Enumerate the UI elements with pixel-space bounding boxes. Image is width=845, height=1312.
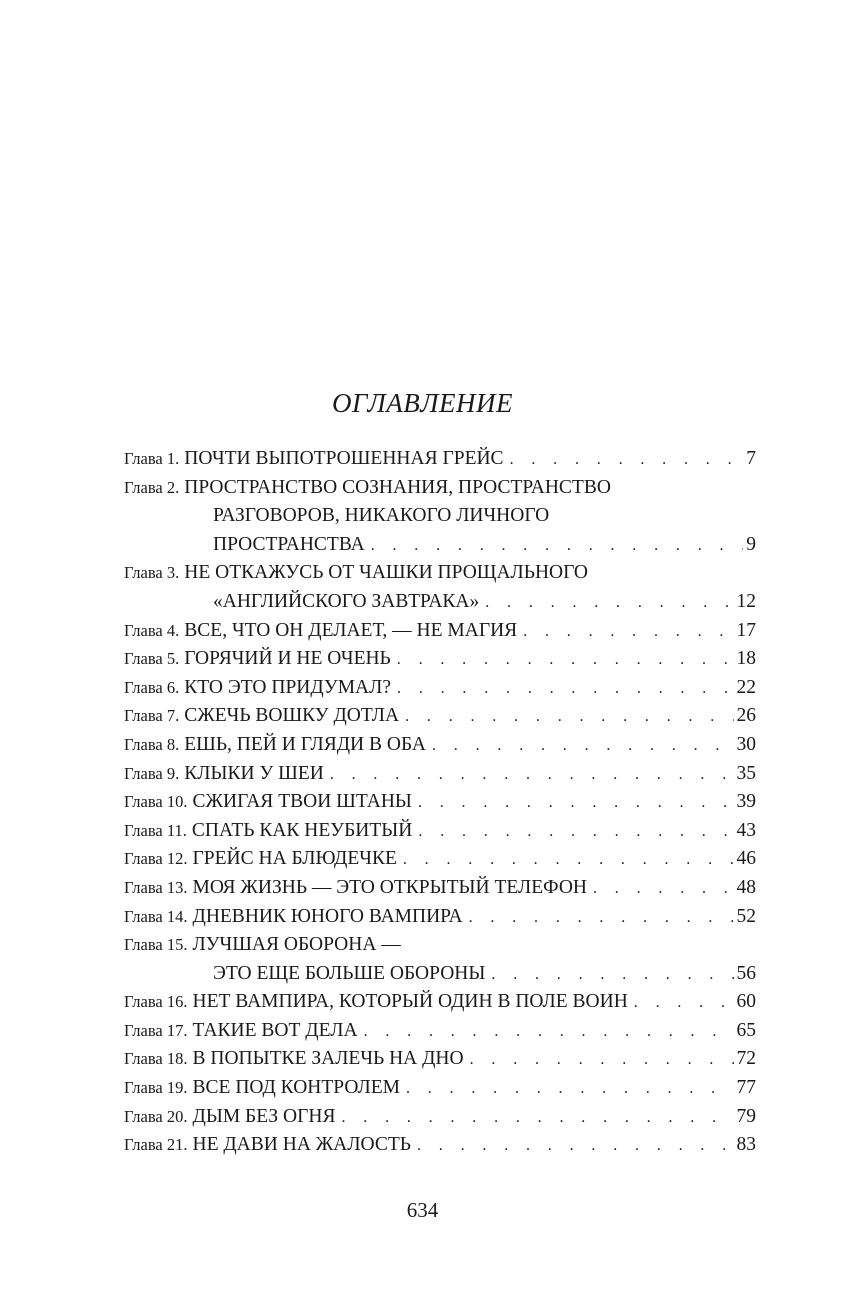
table-of-contents (124, 445, 756, 1160)
dot-leader (469, 904, 734, 933)
chapter-title: ТАКИЕ ВОТ ДЕЛА (192, 1019, 358, 1041)
page-title: ОГЛАВЛЕНИЕ (331, 388, 514, 418)
chapter-page-number: 39 (736, 791, 756, 813)
toc-line (124, 845, 756, 874)
dot-leader (523, 618, 733, 647)
toc-line (124, 874, 756, 903)
chapter-label: Глава 21. (124, 1135, 188, 1155)
chapter-page-number: 48 (736, 876, 756, 898)
toc-entry (124, 817, 756, 846)
dot-leader (397, 646, 734, 675)
chapter-page-number: 52 (736, 905, 756, 927)
toc-line (124, 817, 756, 846)
chapter-label: Глава 20. (124, 1106, 188, 1126)
chapter-page-number: 9 (746, 533, 756, 555)
chapter-label: Глава 12. (124, 849, 188, 869)
chapter-page-number: 60 (736, 991, 756, 1013)
toc-line (124, 1045, 756, 1074)
toc-entry (124, 845, 756, 874)
toc-line (124, 988, 756, 1017)
toc-line (124, 731, 756, 760)
chapter-page-number: 46 (736, 848, 756, 870)
toc-line (124, 474, 756, 503)
chapter-label: Глава 2. (124, 477, 180, 497)
dot-leader (418, 789, 734, 818)
chapter-label: Глава 3. (124, 563, 180, 583)
toc-line (124, 960, 756, 989)
dot-leader (405, 703, 733, 732)
toc-entry (124, 788, 756, 817)
chapter-title: В ПОПЫТКЕ ЗАЛЕЧЬ НА ДНО (192, 1048, 464, 1070)
dot-leader (364, 1018, 734, 1047)
toc-entry (124, 617, 756, 646)
toc-entry (124, 1017, 756, 1046)
toc-line (124, 674, 756, 703)
toc-entry (124, 1074, 756, 1103)
dot-leader (418, 818, 733, 847)
dot-leader (432, 732, 734, 761)
chapter-page-number: 72 (736, 1048, 756, 1070)
chapter-title: СЖЕЧЬ ВОШКУ ДОТЛА (184, 705, 400, 727)
dot-leader (417, 1132, 734, 1161)
toc-entry (124, 1131, 756, 1160)
chapter-page-number: 83 (736, 1134, 756, 1156)
chapter-label: Глава 16. (124, 992, 188, 1012)
chapter-page-number: 12 (736, 590, 756, 612)
toc-entry (124, 559, 756, 616)
page-number: 634 (406, 1198, 439, 1222)
dot-leader (593, 875, 734, 904)
chapter-title: ЕШЬ, ПЕЙ И ГЛЯДИ В ОБА (184, 733, 426, 755)
chapter-label: Глава 4. (124, 620, 180, 640)
chapter-label: Глава 18. (124, 1049, 188, 1069)
dot-leader (634, 989, 734, 1018)
chapter-title: МОЯ ЖИЗНЬ — ЭТО ОТКРЫТЫЙ ТЕЛЕФОН (192, 876, 587, 898)
toc-line (124, 931, 756, 960)
dot-leader (470, 1046, 734, 1075)
toc-line (124, 903, 756, 932)
chapter-page-number: 30 (736, 733, 756, 755)
chapter-page-number: 43 (736, 819, 756, 841)
chapter-page-number: 7 (746, 448, 756, 469)
chapter-page-number: 35 (736, 762, 756, 784)
dot-leader (330, 761, 734, 790)
toc-line (124, 1017, 756, 1046)
toc-entry (124, 1045, 756, 1074)
chapter-title: НЕТ ВАМПИРА, КОТОРЫЙ ОДИН В ПОЛЕ ВОИН (192, 991, 628, 1013)
toc-entry (124, 931, 756, 988)
chapter-label: Глава 5. (124, 649, 180, 669)
chapter-page-number: 79 (736, 1105, 756, 1127)
chapter-page-number: 22 (736, 676, 756, 698)
chapter-title: ГРЕЙС НА БЛЮДЕЧКЕ (192, 848, 397, 870)
chapter-title: РАЗГОВОРОВ, НИКАКОГО ЛИЧНОГО (213, 505, 550, 527)
toc-entry (124, 702, 756, 731)
toc-line (124, 1131, 756, 1160)
chapter-label: Глава 17. (124, 1020, 188, 1040)
toc-entry (124, 445, 756, 474)
chapter-title: ВСЕ, ЧТО ОН ДЕЛАЕТ, — НЕ МАГИЯ (184, 619, 518, 641)
chapter-title: СЖИГАЯ ТВОИ ШТАНЫ (192, 791, 412, 813)
dot-leader (341, 1104, 733, 1133)
chapter-title: ДНЕВНИК ЮНОГО ВАМПИРА (192, 905, 463, 927)
toc-line (124, 760, 756, 789)
chapter-page-number: 56 (736, 962, 756, 984)
chapter-label: Глава 8. (124, 734, 180, 754)
chapter-label: Глава 1. (124, 449, 180, 468)
dot-leader (485, 589, 733, 618)
chapter-label: Глава 19. (124, 1078, 188, 1098)
chapter-title: НЕ ОТКАЖУСЬ ОТ ЧАШКИ ПРОЩАЛЬНОГО (184, 562, 589, 584)
dot-leader (510, 446, 744, 475)
toc-entry (124, 474, 756, 560)
chapter-title: ЭТО ЕЩЕ БОЛЬШЕ ОБОРОНЫ (213, 962, 486, 984)
chapter-label: Глава 6. (124, 677, 180, 697)
chapter-title: ДЫМ БЕЗ ОГНЯ (192, 1105, 336, 1127)
chapter-label: Глава 13. (124, 877, 188, 897)
chapter-label: Глава 15. (124, 935, 188, 955)
chapter-label: Глава 11. (124, 820, 187, 840)
chapter-label: Глава 14. (124, 906, 188, 926)
dot-leader (371, 532, 744, 561)
chapter-title: ЛУЧШАЯ ОБОРОНА — (192, 934, 401, 956)
toc-line (124, 445, 756, 474)
chapter-page-number: 26 (736, 705, 756, 727)
chapter-label: Глава 10. (124, 792, 188, 812)
toc-line (124, 702, 756, 731)
toc-entry (124, 760, 756, 789)
chapter-title: «АНГЛИЙСКОГО ЗАВТРАКА» (213, 590, 480, 612)
toc-line (124, 588, 756, 617)
toc-entry (124, 674, 756, 703)
toc-line (124, 559, 756, 588)
chapter-page-number: 77 (736, 1077, 756, 1099)
toc-line (124, 531, 756, 560)
toc-line (124, 1103, 756, 1132)
toc-line (124, 617, 756, 646)
chapter-title: КЛЫКИ У ШЕИ (184, 762, 324, 784)
toc-entry (124, 988, 756, 1017)
chapter-page-number: 17 (736, 619, 756, 641)
dot-leader (403, 846, 734, 875)
toc-line (124, 788, 756, 817)
dot-leader (491, 961, 733, 990)
chapter-title: ПРОСТРАНСТВО СОЗНАНИЯ, ПРОСТРАНСТВО (184, 476, 611, 498)
chapter-label: Глава 9. (124, 763, 180, 783)
chapter-page-number: 18 (736, 648, 756, 670)
chapter-title: СПАТЬ КАК НЕУБИТЫЙ (191, 819, 413, 841)
toc-entry (124, 1103, 756, 1132)
dot-leader (406, 1075, 734, 1104)
toc-line (124, 645, 756, 674)
chapter-title: ПОЧТИ ВЫПОТРОШЕННАЯ ГРЕЙС (184, 448, 504, 469)
chapter-label: Глава 7. (124, 706, 180, 726)
dot-leader (397, 675, 733, 704)
chapter-title: ВСЕ ПОД КОНТРОЛЕМ (192, 1077, 400, 1099)
chapter-title: КТО ЭТО ПРИДУМАЛ? (184, 676, 392, 698)
toc-entry (124, 903, 756, 932)
chapter-title: ГОРЯЧИЙ И НЕ ОЧЕНЬ (184, 648, 391, 670)
toc-line (124, 502, 756, 531)
chapter-page-number: 65 (736, 1019, 756, 1041)
chapter-title: НЕ ДАВИ НА ЖАЛОСТЬ (192, 1134, 411, 1156)
toc-entry (124, 645, 756, 674)
chapter-title: ПРОСТРАНСТВА (213, 533, 365, 555)
toc-line (124, 1074, 756, 1103)
toc-entry (124, 874, 756, 903)
toc-entry (124, 731, 756, 760)
